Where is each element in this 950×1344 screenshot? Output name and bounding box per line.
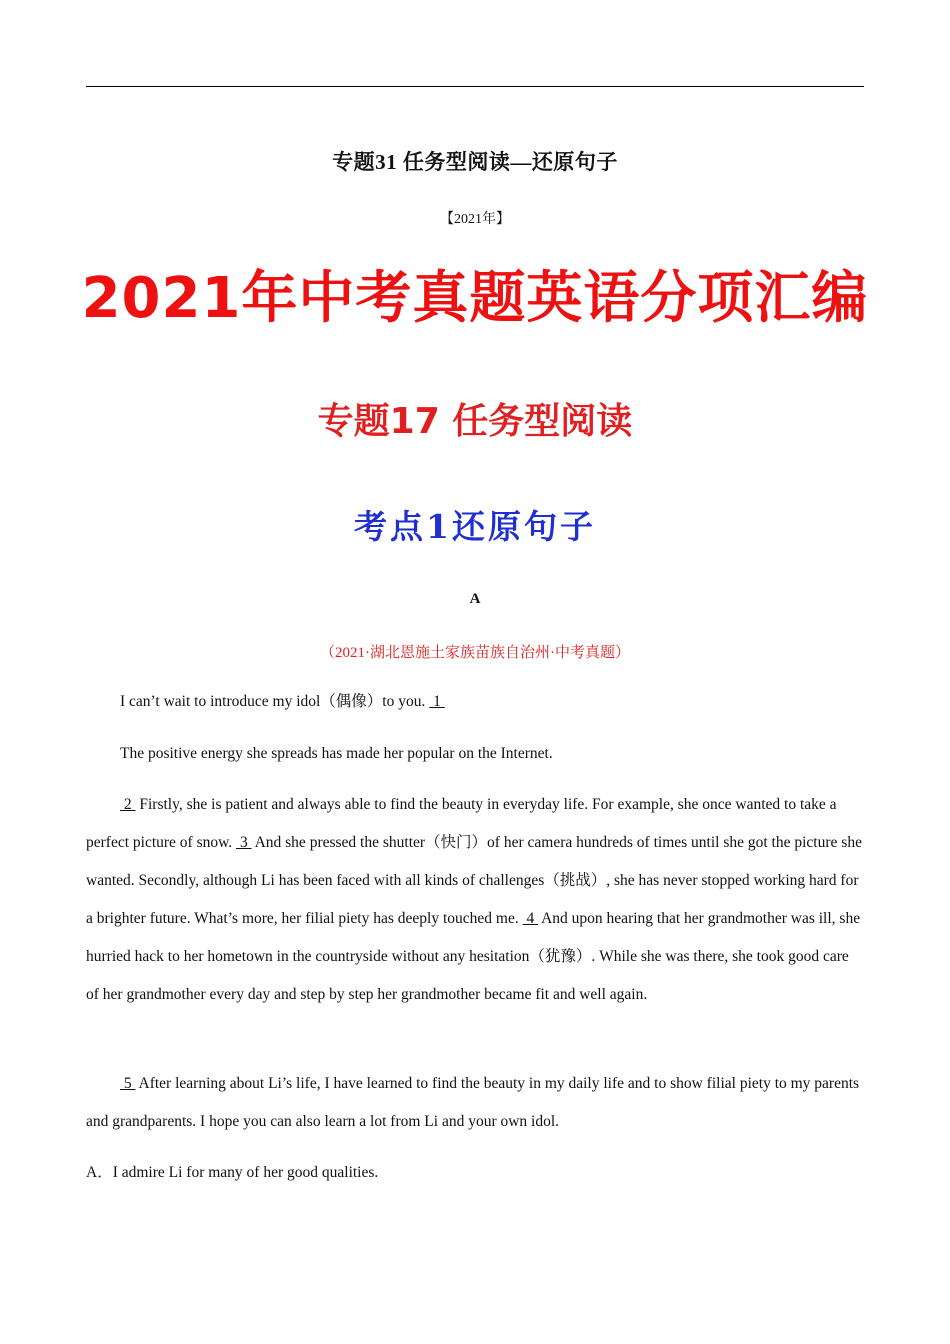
point-title: 考点1还原句子 — [354, 507, 596, 546]
paragraph-1-text: I can’t wait to introduce my idol（偶像）to you. — [120, 693, 430, 710]
paragraph-4-text: After learning about Li’s life, I have learned to find the beauty in my daily life and to show filial piety to my parents and grandparents. I hope you can also learn a lot from Li and your own idol. — [86, 1075, 860, 1130]
paragraph-2: The positive energy she spreads has made her popular on the Internet. — [120, 745, 553, 762]
option-letter: A． — [86, 1164, 113, 1181]
topic-title: 专题17 任务型阅读 — [317, 401, 633, 442]
header-rule — [86, 86, 864, 87]
paragraph-3 — [86, 786, 864, 1014]
blank-2: 2 — [120, 796, 136, 813]
paragraph-3-text-2: And she pressed the shutter（快门）of her camera hundreds of times until she got the picture she wanted. Secondly, although Li has been faced with all kinds of challenges（挑战）, she has never stopped working hard for a brighter future. What’s more, her filial piety has deeply touched me. — [86, 834, 862, 927]
paragraph-3-text-3: And upon hearing that her grandmother was ill, she hurried hack to her hometown in the countryside without any hesitation（犹豫）. While she was there, she took good care of her grandmother every day and step by step her grandmother became fit and well again. — [86, 910, 861, 1003]
blank-3: 3 — [236, 834, 252, 851]
year-tag: 【2021年】 — [440, 212, 510, 227]
paragraph-1 — [86, 683, 864, 721]
main-title: 2021年中考真题英语分项汇编 — [81, 266, 869, 331]
option-a — [86, 1154, 864, 1192]
blank-5: 5 — [120, 1075, 136, 1092]
paragraph-4 — [86, 1065, 864, 1141]
source-note: （2021·湖北恩施土家族苗族自治州·中考真题） — [320, 645, 630, 661]
paragraph-3-text-1: Firstly, she is patient and always able to find the beauty in everyday life. For example, she once wanted to take a perfect picture of snow. — [86, 796, 837, 851]
blank-4: 4 — [522, 910, 539, 927]
blank-1: 1 — [429, 693, 445, 710]
section-label: A — [469, 591, 481, 607]
option-text: I admire Li for many of her good qualities. — [112, 1164, 379, 1181]
subject-title: 专题31 任务型阅读—还原句子 — [332, 150, 618, 174]
